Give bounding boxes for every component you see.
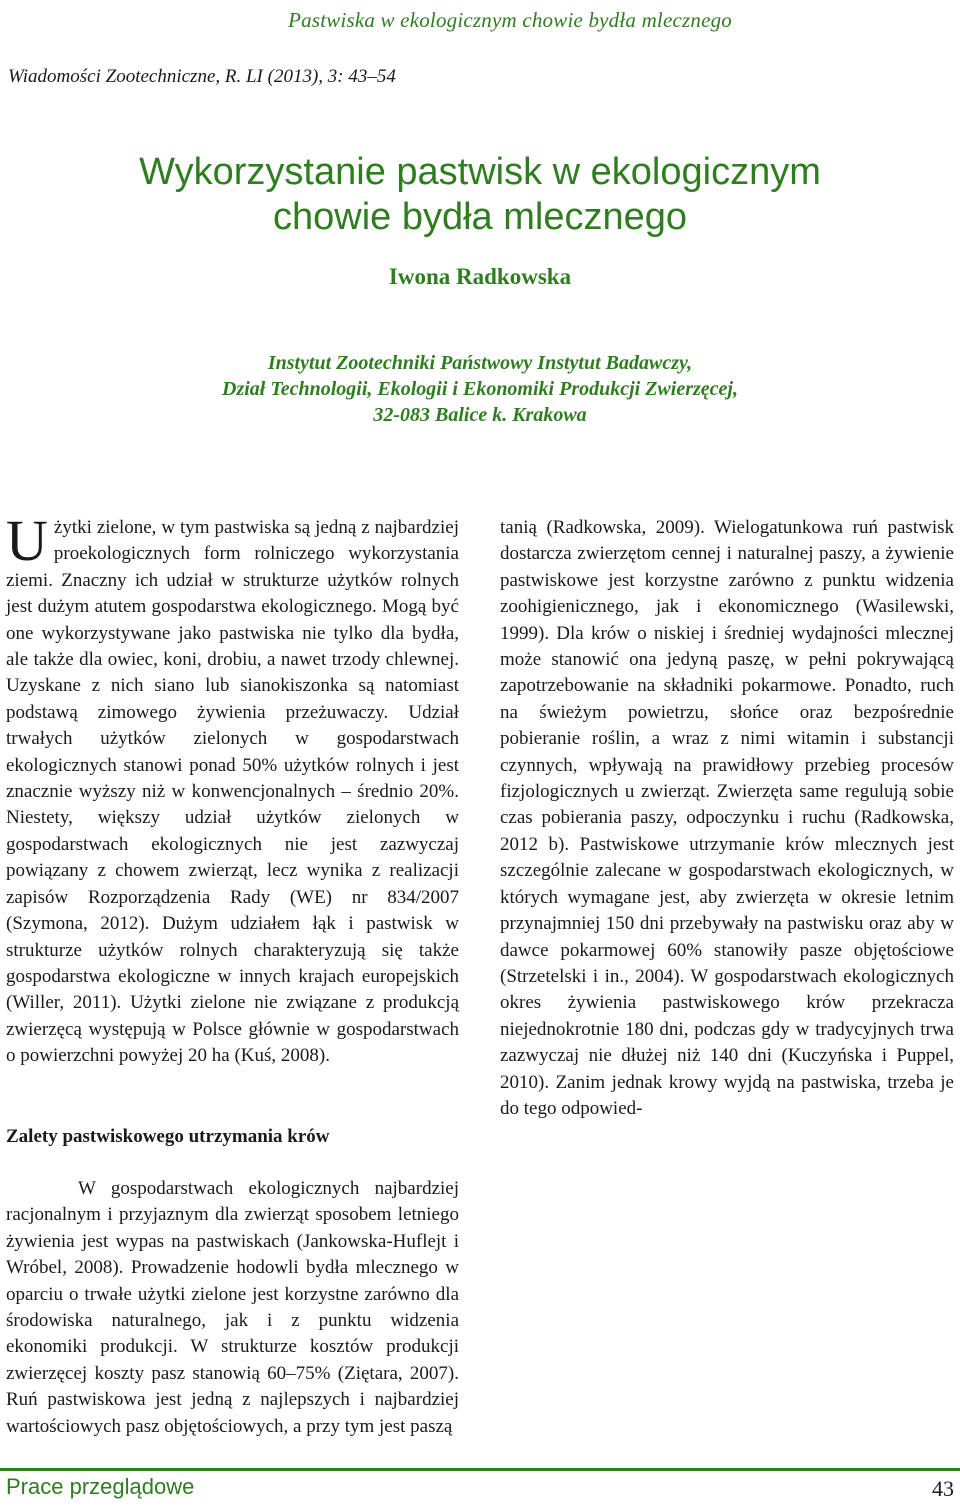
body-column-left: [6, 508, 459, 1440]
article-title: [0, 150, 960, 240]
journal-citation: Wiadomości Zootechniczne, R. LI (2013), 3: 43–54: [8, 66, 396, 87]
affiliation-line1: Instytut Zootechniki Państwowy Instytut Badawczy,: [267, 352, 693, 374]
author-name: Iwona Radkowska: [388, 264, 572, 289]
intro-paragraph-text: żytki zielone, w tym pastwiska są jedną z najbardziej proekologicznych form rolniczego wykorzystania ziemi. Znaczny ich udział w strukturze użytków rolnych jest dużym atutem gospodarstwa ekologicznego. Mogą być one wykorzystywane jako pastwiska nie tylko dla bydła, ale także dla owiec, koni, drobiu, a nawet trzody chlewnej. Uzyskane z nich siano lub sianokiszonka są natomiast podstawą zimowego żywienia przeżuwaczy. Udział trwałych użytków zielonych w gospodarstwach ekologicznych stanowi ponad 50% użytków rolnych i jest znacznie wyższy niż w konwencjonalnych – średnio 20%. Niestety, większy udział użytków zielonych w gospodarstwach ekologicznych nie jest zazwyczaj powiązany z chowem zwierząt, lecz wynika z realizacji zapisów Rozporządzenia Rady (WE) nr 834/2007 (Szymona, 2012). Dużym udziałem łąk i pastwisk w strukturze użytków rolnych charakteryzują się także gospodarstwa ekologiczne w innych krajach europejskich (Willer, 2011). Użytki zielone nie związane z produkcją zwierzęcą występują w Polsce głównie w gospodarstwach o powierzchni powyżej 20 ha (Kuś, 2008).: [6, 517, 459, 1067]
article-title-line1: Wykorzystanie pastwisk w ekologicznym: [139, 151, 821, 193]
intro-paragraph: [6, 508, 459, 1070]
section-heading: Zalety pastwiskowego utrzymania krów: [6, 1125, 330, 1147]
affiliation: [0, 350, 960, 428]
footer-section-label: Prace przeglądowe: [6, 1474, 195, 1499]
running-title: Pastwiska w ekologicznym chowie bydła mlecznego: [288, 8, 732, 32]
section-paragraph-continued: tanią (Radkowska, 2009). Wielogatunkowa ruń pastwisk dostarcza zwierzętom cennej i naturalnej paszy, a żywienie pastwiskowe jest korzystne zarówno z punktu widzenia zoohigienicznego, jak i ekonomicznego (Wasilewski, 1999). Dla krów o niskiej i średniej wydajności mlecznej może stanowić ona jedyną paszę, w pełni pokrywającą zapotrzebowanie na składniki pokarmowe. Ponadto, ruch na świeżym powietrzu, słońce oraz bezpośrednie pobieranie roślin, a wraz z nimi witamin i substancji czynnych, wpływają na prawidłowy przebieg procesów fizjologicznych u zwierząt. Zwierzęta same regulują sobie czas pobierania paszy, odpoczynku i ruchu (Radkowska, 2012 b). Pastwiskowe utrzymanie krów mlecznych jest szczególnie zalecane w gospodarstwach ekologicznych, w których wymagane jest, aby zwierzęta w okresie letnim przynajmniej 150 dni przebywały na pastwisku oraz aby w dawce pokarmowej 60% stanowiły pasze objętościowe (Strzetelski i in., 2004). W gospodarstwach ekologicznych okres żywienia pastwiskowego krów przekracza niejednokrotnie 180 dni, podczas gdy w tradycyjnych trwa zazwyczaj nie dłużej niż 140 dni (Kuczyńska i Puppel, 2010). Zanim jednak krowy wyjdą na pastwiska, trzeba je do tego odpowied-: [500, 517, 954, 1119]
drop-cap: U: [6, 508, 48, 573]
article-title-line2: chowie bydła mlecznego: [272, 196, 687, 238]
page-number: 43: [932, 1476, 954, 1501]
affiliation-line3: 32-083 Balice k. Krakowa: [373, 404, 587, 426]
affiliation-line2: Dział Technologii, Ekologii i Ekonomiki Produkcji Zwierzęcej,: [222, 378, 738, 400]
body-column-right: [500, 515, 954, 1122]
footer-rule: [0, 1468, 960, 1471]
section-paragraph: W gospodarstwach ekologicznych najbardziej racjonalnym i przyjaznym dla zwierząt sposobem letniego żywienia jest wypas na pastwiskach (Jankowska-Huflejt i Wróbel, 2008). Prowadzenie hodowli bydła mlecznego w oparciu o trwałe użytki zielone jest korzystne zarówno dla środowiska naturalnego, jak i z punktu widzenia ekonomiki produkcji. W strukturze kosztów produkcji zwierzęcej koszty pasz stanowią 60–75% (Ziętara, 2007). Ruń pastwiskowa jest jedną z najlepszych i najbardziej wartościowych pasz objętościowych, a przy tym jest paszą: [6, 1177, 459, 1437]
